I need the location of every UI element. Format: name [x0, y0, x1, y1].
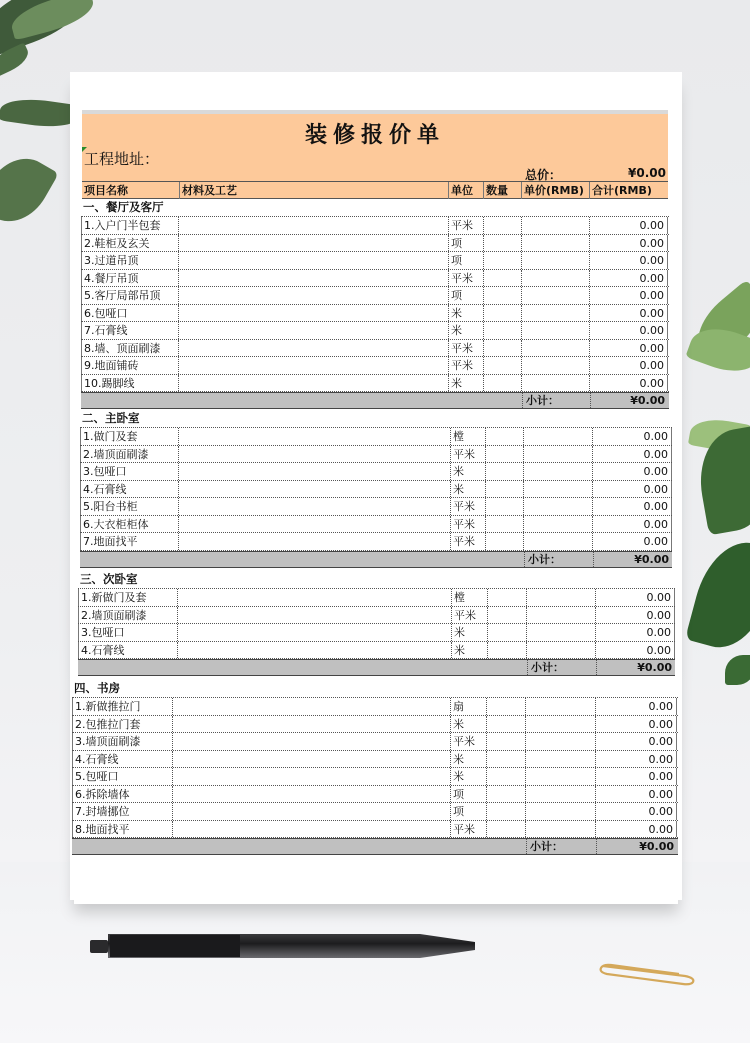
table-row [72, 786, 678, 804]
cell-material[interactable] [179, 498, 451, 515]
table-row [80, 463, 672, 481]
subtotal-label: 小计： [527, 660, 596, 675]
cell-total[interactable]: 0.00 [593, 428, 672, 445]
cell-material[interactable] [173, 716, 451, 733]
cell-item-name[interactable]: 9.地面铺砖 [81, 357, 179, 374]
cell-material[interactable] [178, 642, 452, 659]
address-label: 工程地址： [84, 150, 160, 168]
cell-qty[interactable] [484, 235, 522, 252]
cell-qty[interactable] [486, 498, 524, 515]
table-row [81, 375, 669, 393]
cell-unit-price[interactable] [526, 786, 596, 803]
cell-unit[interactable]: 平米 [451, 733, 487, 750]
cell-unit[interactable]: 平米 [449, 270, 484, 287]
table-row [81, 252, 669, 270]
document-title: 装修报价单 [304, 122, 445, 148]
cell-total[interactable]: 0.00 [593, 463, 672, 480]
cell-unit[interactable]: 米 [452, 642, 488, 659]
subtotal-value: ¥0.00 [590, 393, 668, 408]
cell-unit[interactable]: 项 [451, 786, 487, 803]
cell-unit-price[interactable] [522, 235, 590, 252]
cell-total[interactable]: 0.00 [593, 481, 672, 498]
cell-qty[interactable] [484, 375, 522, 392]
table-row [72, 821, 678, 839]
cell-item-name[interactable]: 6.拆除墙体 [72, 786, 173, 803]
cell-unit[interactable]: 项 [449, 252, 484, 269]
cell-material[interactable] [173, 733, 451, 750]
cell-unit[interactable]: 樘 [452, 589, 488, 606]
cell-qty[interactable] [486, 463, 524, 480]
cell-unit[interactable]: 平米 [451, 821, 487, 838]
table-row [72, 698, 678, 716]
cell-material[interactable] [173, 803, 451, 820]
cell-qty[interactable] [488, 624, 527, 641]
cell-unit-price[interactable] [522, 217, 590, 234]
cell-total[interactable]: 0.00 [593, 498, 672, 515]
cell-material[interactable] [173, 768, 451, 785]
cell-item-name[interactable]: 6.包哑口 [81, 305, 179, 322]
cell-unit-price[interactable] [527, 642, 596, 659]
cell-item-name[interactable]: 6.大衣柜柜体 [80, 516, 179, 533]
cell-qty[interactable] [484, 305, 522, 322]
section-3 [78, 571, 675, 676]
col-header-qty: 数量 [484, 182, 522, 199]
subtotal-row [78, 659, 675, 676]
cell-material[interactable] [179, 252, 449, 269]
cell-unit[interactable]: 米 [451, 768, 487, 785]
cell-unit-price[interactable] [524, 428, 593, 445]
cell-qty[interactable] [486, 533, 524, 550]
cell-material[interactable] [179, 357, 449, 374]
col-header-unit: 单位 [449, 182, 484, 199]
cell-item-name[interactable]: 7.石膏线 [81, 322, 179, 339]
column-headers [82, 181, 668, 199]
cell-unit-price[interactable] [524, 463, 593, 480]
col-header-item: 项目名称 [82, 182, 180, 199]
table-row [78, 624, 675, 642]
cell-total[interactable]: 0.00 [590, 287, 668, 304]
cell-material[interactable] [179, 375, 449, 392]
cell-unit-price[interactable] [522, 287, 590, 304]
cell-material[interactable] [178, 624, 452, 641]
section-title: 四、书房 [72, 680, 678, 698]
cell-total[interactable]: 0.00 [593, 533, 672, 550]
cell-unit[interactable]: 米 [449, 375, 484, 392]
cell-qty[interactable] [484, 252, 522, 269]
cell-total[interactable]: 0.00 [596, 733, 677, 750]
table-row [72, 751, 678, 769]
cell-material[interactable] [179, 463, 451, 480]
col-header-material: 材料及工艺 [180, 182, 449, 199]
cell-unit[interactable]: 米 [449, 322, 484, 339]
cell-total[interactable]: 0.00 [596, 821, 677, 838]
cell-total[interactable]: 0.00 [593, 446, 672, 463]
cell-material[interactable] [178, 589, 452, 606]
cell-total[interactable]: 0.00 [596, 786, 677, 803]
cell-unit[interactable]: 米 [451, 481, 486, 498]
pen-icon [90, 930, 480, 960]
cell-total[interactable]: 0.00 [590, 340, 668, 357]
cell-unit[interactable]: 米 [449, 305, 484, 322]
cell-material[interactable] [179, 446, 451, 463]
cell-item-name[interactable]: 3.包哑口 [78, 624, 178, 641]
cell-qty[interactable] [486, 516, 524, 533]
table-row [81, 217, 669, 235]
cell-qty[interactable] [487, 786, 526, 803]
subtotal-spacer [80, 552, 524, 567]
cell-unit-price[interactable] [527, 589, 596, 606]
cell-item-name[interactable]: 1.新做推拉门 [72, 698, 173, 715]
cell-qty[interactable] [487, 698, 526, 715]
cell-qty[interactable] [487, 733, 526, 750]
cell-item-name[interactable]: 3.墙顶面刷漆 [72, 733, 173, 750]
cell-total[interactable]: 0.00 [590, 375, 668, 392]
subtotal-row [72, 838, 678, 855]
cell-material[interactable] [179, 516, 451, 533]
cell-unit[interactable]: 樘 [451, 428, 486, 445]
cell-qty[interactable] [484, 340, 522, 357]
subtotal-row [80, 551, 672, 568]
table-row [81, 340, 669, 358]
cell-item-name[interactable]: 8.墙、顶面刷漆 [81, 340, 179, 357]
cell-unit[interactable]: 项 [449, 235, 484, 252]
section-4 [72, 680, 678, 855]
cell-total[interactable]: 0.00 [590, 322, 668, 339]
table-row [80, 446, 672, 464]
cell-total[interactable]: 0.00 [596, 698, 677, 715]
cell-qty[interactable] [488, 642, 527, 659]
subtotal-spacer [81, 393, 522, 408]
cell-item-name[interactable]: 2.墙顶面刷漆 [80, 446, 179, 463]
col-header-total: 合计(RMB) [592, 184, 652, 197]
cell-unit[interactable]: 平米 [449, 340, 484, 357]
subtotal-spacer [78, 660, 527, 675]
cell-total[interactable]: 0.00 [590, 270, 668, 287]
cell-item-name[interactable]: 7.封墙挪位 [72, 803, 173, 820]
cell-qty[interactable] [487, 803, 526, 820]
cell-qty[interactable] [487, 716, 526, 733]
cell-unit-price[interactable] [524, 498, 593, 515]
subtotal-value: ¥0.00 [593, 552, 672, 567]
cell-unit-price[interactable] [527, 624, 596, 641]
col-header-unit-price: 单价(RMB) [522, 182, 590, 199]
cell-unit[interactable]: 平米 [451, 446, 486, 463]
cell-total[interactable]: 0.00 [590, 235, 668, 252]
cell-unit-price[interactable] [522, 252, 590, 269]
subtotal-value: ¥0.00 [596, 660, 675, 675]
cell-unit-price[interactable] [526, 803, 596, 820]
cell-material[interactable] [179, 305, 449, 322]
cell-item-name[interactable]: 5.阳台书柜 [80, 498, 179, 515]
cell-total[interactable]: 0.00 [596, 624, 675, 641]
cell-material[interactable] [178, 607, 452, 624]
table-row [80, 516, 672, 534]
cell-unit-price[interactable] [526, 751, 596, 768]
cell-unit[interactable]: 米 [451, 716, 487, 733]
cell-unit-price[interactable] [524, 516, 593, 533]
cell-item-name[interactable]: 1.入户门半包套 [81, 217, 179, 234]
cell-material[interactable] [179, 217, 449, 234]
cell-unit[interactable]: 米 [452, 624, 488, 641]
cell-unit-price[interactable] [522, 375, 590, 392]
cell-qty[interactable] [487, 768, 526, 785]
section-title: 三、次卧室 [78, 571, 675, 589]
cell-unit[interactable]: 扇 [451, 698, 487, 715]
cell-unit[interactable]: 平米 [451, 533, 486, 550]
cell-material[interactable] [179, 428, 451, 445]
table-row [81, 357, 669, 375]
cell-item-name[interactable]: 4.餐厅吊顶 [81, 270, 179, 287]
cell-qty[interactable] [484, 287, 522, 304]
section-2 [80, 410, 672, 568]
cell-item-name[interactable]: 4.石膏线 [78, 642, 178, 659]
cell-unit-price[interactable] [524, 446, 593, 463]
cell-qty[interactable] [486, 481, 524, 498]
cell-material[interactable] [173, 751, 451, 768]
cell-material[interactable] [173, 786, 451, 803]
cell-unit-price[interactable] [526, 733, 596, 750]
cell-unit[interactable]: 项 [449, 287, 484, 304]
cell-total[interactable]: 0.00 [590, 252, 668, 269]
cell-total[interactable]: 0.00 [596, 768, 677, 785]
cell-unit-price[interactable] [522, 322, 590, 339]
table-row [80, 481, 672, 499]
subtotal-label: 小计： [524, 552, 593, 567]
cell-unit-price[interactable] [524, 481, 593, 498]
cell-unit-price[interactable] [522, 305, 590, 322]
subtotal-spacer [72, 839, 526, 854]
cell-total[interactable]: 0.00 [590, 357, 668, 374]
paperclip-icon [595, 960, 697, 986]
table-row [78, 607, 675, 625]
cell-item-name[interactable]: 4.石膏线 [72, 751, 173, 768]
subtotal-value: ¥0.00 [596, 839, 677, 854]
cell-unit-price[interactable] [527, 607, 596, 624]
table-row [81, 235, 669, 253]
cell-unit-price[interactable] [526, 821, 596, 838]
cell-item-name[interactable]: 4.石膏线 [80, 481, 179, 498]
table-row [80, 428, 672, 446]
cell-material[interactable] [179, 287, 449, 304]
cell-unit-price[interactable] [526, 716, 596, 733]
cell-unit-price[interactable] [522, 357, 590, 374]
table-row [80, 533, 672, 551]
cell-unit-price[interactable] [526, 768, 596, 785]
cell-total[interactable]: 0.00 [590, 217, 668, 234]
table-row [72, 716, 678, 734]
cell-material[interactable] [179, 340, 449, 357]
cell-item-name[interactable]: 5.客厅局部吊顶 [81, 287, 179, 304]
section-title: 一、餐厅及客厅 [81, 199, 669, 217]
cell-unit[interactable]: 米 [451, 751, 487, 768]
subtotal-row [81, 392, 669, 409]
cell-item-name[interactable]: 5.包哑口 [72, 768, 173, 785]
cell-unit-price[interactable] [522, 270, 590, 287]
sheet-header [82, 114, 668, 199]
cell-item-name[interactable]: 8.地面找平 [72, 821, 173, 838]
cell-qty[interactable] [484, 322, 522, 339]
cell-unit-price[interactable] [526, 698, 596, 715]
cell-qty[interactable] [487, 821, 526, 838]
total-value: ¥0.00 [628, 166, 666, 180]
cell-qty[interactable] [484, 217, 522, 234]
cell-material[interactable] [179, 322, 449, 339]
cell-qty[interactable] [488, 589, 527, 606]
table-row [78, 589, 675, 607]
cell-total[interactable]: 0.00 [593, 516, 672, 533]
cell-qty[interactable] [487, 751, 526, 768]
section-1 [81, 199, 669, 409]
cell-qty[interactable] [488, 607, 527, 624]
cell-total[interactable]: 0.00 [590, 305, 668, 322]
subtotal-label: 小计： [522, 393, 590, 408]
cell-material[interactable] [173, 821, 451, 838]
cell-qty[interactable] [484, 270, 522, 287]
cell-unit[interactable]: 米 [451, 463, 486, 480]
section-title: 二、主卧室 [80, 410, 672, 428]
cell-unit[interactable]: 平米 [451, 516, 486, 533]
cell-qty[interactable] [486, 428, 524, 445]
cell-total[interactable]: 0.00 [596, 751, 677, 768]
table-row [78, 642, 675, 660]
cell-item-name[interactable]: 2.鞋柜及玄关 [81, 235, 179, 252]
cell-item-name[interactable]: 3.包哑口 [80, 463, 179, 480]
cell-total[interactable]: 0.00 [596, 642, 675, 659]
cell-unit[interactable]: 平米 [449, 217, 484, 234]
cell-total[interactable]: 0.00 [596, 716, 677, 733]
cell-item-name[interactable]: 7.地面找平 [80, 533, 179, 550]
cell-material[interactable] [179, 481, 451, 498]
cell-qty[interactable] [486, 446, 524, 463]
table-row [72, 803, 678, 821]
table-row [81, 270, 669, 288]
cell-total[interactable]: 0.00 [596, 607, 675, 624]
table-row [81, 322, 669, 340]
cell-material[interactable] [179, 270, 449, 287]
cell-unit-price[interactable] [524, 533, 593, 550]
cell-qty[interactable] [484, 357, 522, 374]
cell-item-name[interactable]: 1.做门及套 [80, 428, 179, 445]
cell-item-name[interactable]: 3.过道吊顶 [81, 252, 179, 269]
cell-total[interactable]: 0.00 [596, 803, 677, 820]
table-row [81, 287, 669, 305]
cell-material[interactable] [173, 698, 451, 715]
cell-item-name[interactable]: 1.新做门及套 [78, 589, 178, 606]
cell-unit[interactable]: 平米 [449, 357, 484, 374]
cell-unit[interactable]: 平米 [452, 607, 488, 624]
cell-unit[interactable]: 项 [451, 803, 487, 820]
table-row [81, 305, 669, 323]
cell-item-name[interactable]: 2.墙顶面刷漆 [78, 607, 178, 624]
cell-material[interactable] [179, 235, 449, 252]
table-row [80, 498, 672, 516]
cell-item-name[interactable]: 10.踢脚线 [81, 375, 179, 392]
total-label: 总价： [525, 168, 562, 182]
subtotal-label: 小计： [526, 839, 596, 854]
cell-item-name[interactable]: 2.包推拉门套 [72, 716, 173, 733]
cell-unit[interactable]: 平米 [451, 498, 486, 515]
cell-total[interactable]: 0.00 [596, 589, 675, 606]
table-row [72, 733, 678, 751]
table-row [72, 768, 678, 786]
cell-material[interactable] [179, 533, 451, 550]
cell-unit-price[interactable] [522, 340, 590, 357]
